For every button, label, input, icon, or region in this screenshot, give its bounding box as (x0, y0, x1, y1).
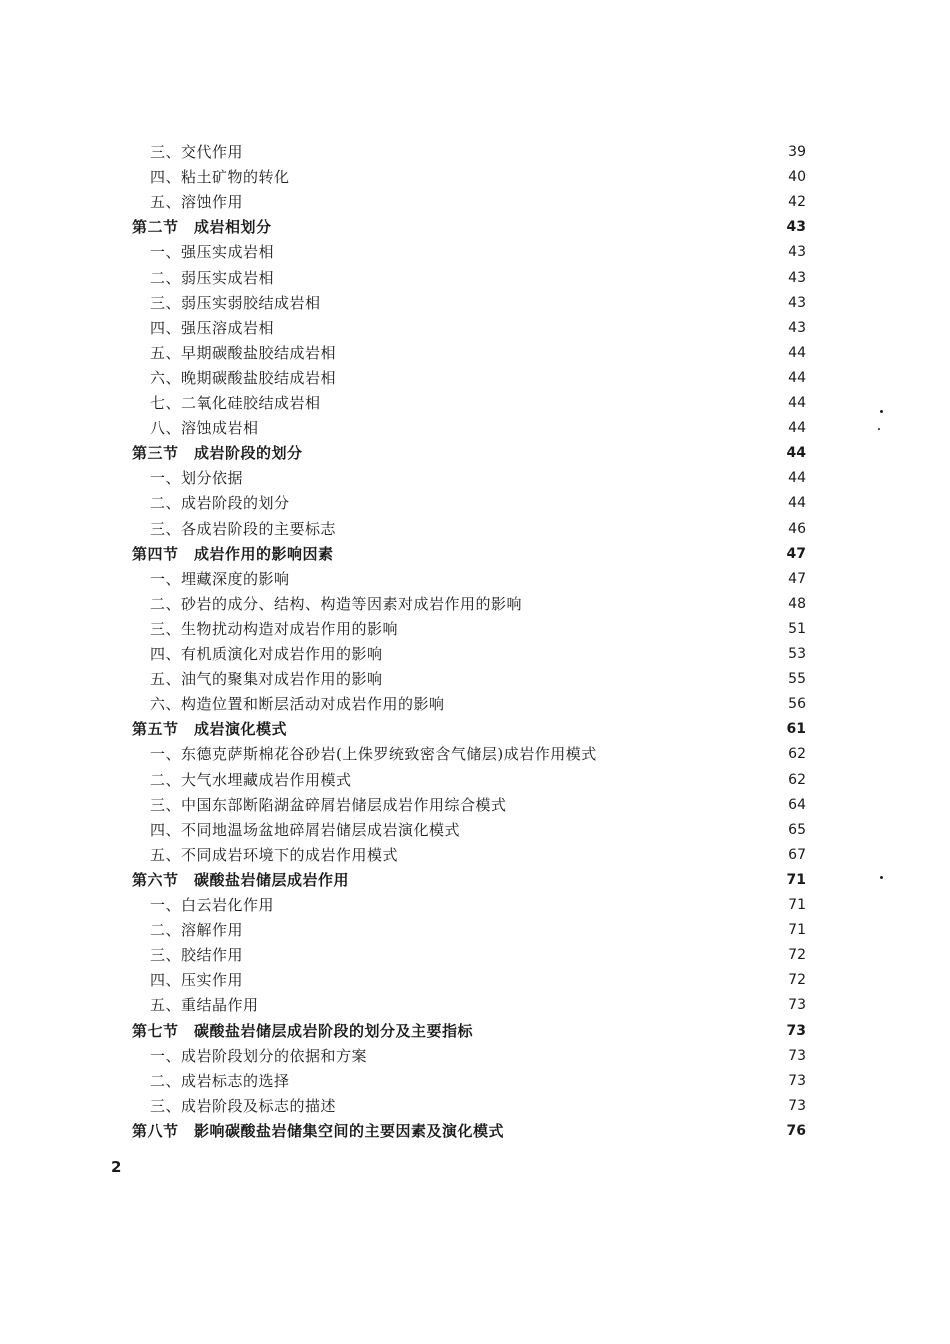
toc-entry-page: 44 (788, 420, 806, 436)
dot-leader (344, 542, 776, 567)
toc-entry-page: 44 (788, 395, 806, 411)
toc-entry-title: 五、油气的聚集对成岩作用的影响 (150, 670, 383, 688)
dot-leader (253, 140, 776, 165)
toc-entry-title: 一、东德克萨斯棉花谷砂岩(上侏罗统致密含气储层)成岩作用模式 (150, 745, 597, 763)
toc-entry-page: 53 (788, 646, 806, 662)
toc-entry-page: 47 (786, 546, 806, 562)
toc-entry[interactable] (150, 517, 806, 542)
toc-entry-page: 65 (788, 822, 806, 838)
dot-leader (269, 993, 776, 1018)
dot-leader (483, 1019, 776, 1044)
dot-leader (346, 1094, 776, 1119)
toc-entry-page: 43 (788, 270, 806, 286)
toc-entry[interactable] (150, 190, 806, 215)
dot-leader (470, 818, 776, 843)
toc-section-entry[interactable] (132, 717, 806, 742)
toc-entry-title: 第四节 成岩作用的影响因素 (132, 545, 334, 563)
toc-entry[interactable] (150, 843, 806, 868)
toc-entry-page: 73 (788, 1098, 806, 1114)
dot-leader (300, 1069, 776, 1094)
toc-entry-page: 73 (788, 997, 806, 1013)
toc-entry[interactable] (150, 316, 806, 341)
toc-section-entry[interactable] (132, 542, 806, 567)
scan-speck (880, 410, 883, 413)
toc-entry-title: 三、生物扰动构造对成岩作用的影响 (150, 620, 399, 638)
toc-entry-page: 43 (788, 320, 806, 336)
toc-entry[interactable] (150, 1094, 806, 1119)
dot-leader (284, 893, 776, 918)
toc-entry-page: 71 (788, 922, 806, 938)
toc-entry-page: 72 (788, 947, 806, 963)
toc-entry-title: 三、各成岩阶段的主要标志 (150, 520, 337, 538)
toc-entry[interactable] (150, 768, 806, 793)
toc-entry-page: 51 (788, 621, 806, 637)
toc-entry-page: 73 (788, 1048, 806, 1064)
toc-entry[interactable] (150, 742, 806, 767)
toc-entry-title: 八、溶蚀成岩相 (150, 419, 259, 437)
toc-entry-title: 第七节 碳酸盐岩储层成岩阶段的划分及主要指标 (132, 1022, 474, 1040)
toc-entry[interactable] (150, 416, 806, 441)
toc-entry-title: 三、弱压实弱胶结成岩相 (150, 294, 321, 312)
toc-entry-title: 六、晚期碳酸盐胶结成岩相 (150, 369, 337, 387)
dot-leader (269, 416, 776, 441)
toc-entry-page: 61 (786, 721, 806, 737)
dot-leader (532, 592, 776, 617)
dot-leader (253, 943, 776, 968)
dot-leader (284, 240, 776, 265)
toc-entry-page: 73 (788, 1073, 806, 1089)
dot-leader (607, 742, 776, 767)
toc-entry-title: 六、构造位置和断层活动对成岩作用的影响 (150, 695, 445, 713)
toc-entry-title: 二、成岩标志的选择 (150, 1072, 290, 1090)
toc-entry-title: 第五节 成岩演化模式 (132, 720, 288, 738)
toc-entry-page: 48 (788, 596, 806, 612)
toc-entry-page: 67 (788, 847, 806, 863)
toc-entry-title: 第三节 成岩阶段的划分 (132, 444, 303, 462)
dot-leader (359, 868, 776, 893)
toc-entry-page: 47 (788, 571, 806, 587)
toc-entry-title: 五、重结晶作用 (150, 996, 259, 1014)
toc-entry-title: 四、有机质演化对成岩作用的影响 (150, 645, 383, 663)
toc-entry-page: 44 (786, 445, 806, 461)
toc-entry[interactable] (150, 466, 806, 491)
dot-leader (253, 190, 776, 215)
toc-entry[interactable] (150, 341, 806, 366)
toc-entry-page: 43 (786, 219, 806, 235)
toc-entry-title: 第八节 影响碳酸盐岩储集空间的主要因素及演化模式 (132, 1122, 505, 1140)
toc-entry-page: 62 (788, 746, 806, 762)
toc-entry-page: 72 (788, 972, 806, 988)
dot-leader (253, 968, 776, 993)
toc-entry-title: 五、不同成岩环境下的成岩作用模式 (150, 846, 399, 864)
dot-leader (282, 215, 776, 240)
toc-entry-page: 44 (788, 345, 806, 361)
toc-section-entry[interactable] (132, 868, 806, 893)
toc-entry-page: 43 (788, 244, 806, 260)
toc-entry-page: 55 (788, 671, 806, 687)
toc-entry-title: 二、溶解作用 (150, 921, 244, 939)
toc-entry-title: 一、成岩阶段划分的依据和方案 (150, 1047, 368, 1065)
toc-entry-page: 71 (786, 872, 806, 888)
toc-entry-title: 三、中国东部断陷湖盆碎屑岩储层成岩作用综合模式 (150, 796, 507, 814)
toc-entry-title: 四、强压溶成岩相 (150, 319, 275, 337)
toc-entry-page: 40 (788, 169, 806, 185)
toc-entry-title: 一、强压实成岩相 (150, 243, 275, 261)
toc-entry-title: 四、压实作用 (150, 971, 244, 989)
dot-leader (393, 667, 776, 692)
dot-leader (284, 316, 776, 341)
toc-entry-page: 73 (786, 1023, 806, 1039)
toc-entry-title: 二、成岩阶段的划分 (150, 494, 290, 512)
dot-leader (297, 717, 776, 742)
dot-leader (408, 617, 776, 642)
toc-entry-title: 五、早期碳酸盐胶结成岩相 (150, 344, 337, 362)
dot-leader (253, 466, 776, 491)
toc-entry[interactable] (150, 592, 806, 617)
toc-entry-page: 71 (788, 897, 806, 913)
toc-entry[interactable] (150, 818, 806, 843)
toc-entry[interactable] (150, 391, 806, 416)
scan-speck (880, 876, 883, 879)
toc-entry-page: 62 (788, 772, 806, 788)
toc-entry-page: 44 (788, 370, 806, 386)
dot-leader (313, 441, 776, 466)
toc-entry-title: 第六节 碳酸盐岩储层成岩作用 (132, 871, 350, 889)
toc-entry-page: 64 (788, 797, 806, 813)
dot-leader (300, 567, 776, 592)
toc-entry-title: 一、白云岩化作用 (150, 896, 275, 914)
toc-entry[interactable] (150, 140, 806, 165)
toc-entry[interactable] (150, 291, 806, 316)
toc-entry-title: 七、二氧化硅胶结成岩相 (150, 394, 321, 412)
toc-entry[interactable] (150, 240, 806, 265)
toc-entry[interactable] (150, 692, 806, 717)
toc-entry-title: 三、胶结作用 (150, 946, 244, 964)
toc-entry-page: 76 (786, 1123, 806, 1139)
toc-entry[interactable] (150, 1044, 806, 1069)
dot-leader (455, 692, 776, 717)
toc-entry-page: 44 (788, 495, 806, 511)
dot-leader (300, 165, 776, 190)
toc-entry-title: 二、大气水埋藏成岩作用模式 (150, 771, 352, 789)
dot-leader (331, 291, 776, 316)
toc-entry-title: 一、划分依据 (150, 469, 244, 487)
scan-speck (878, 428, 880, 430)
toc-entry[interactable] (150, 1069, 806, 1094)
toc-entry-title: 三、成岩阶段及标志的描述 (150, 1097, 337, 1115)
toc-entry[interactable] (150, 491, 806, 516)
toc-entry[interactable] (150, 165, 806, 190)
dot-leader (362, 768, 776, 793)
dot-leader (517, 793, 776, 818)
toc-entry-title: 三、交代作用 (150, 143, 244, 161)
dot-leader (300, 491, 776, 516)
toc-entry[interactable] (150, 793, 806, 818)
toc-section-entry[interactable] (132, 1119, 806, 1144)
dot-leader (393, 642, 776, 667)
dot-leader (253, 918, 776, 943)
toc-entry[interactable] (150, 366, 806, 391)
toc-section-entry[interactable] (132, 441, 806, 466)
toc-entry[interactable] (150, 943, 806, 968)
toc-entry[interactable] (150, 968, 806, 993)
toc-entry-title: 五、溶蚀作用 (150, 193, 244, 211)
toc-section-entry[interactable] (132, 1019, 806, 1044)
toc-entry-title: 四、粘土矿物的转化 (150, 168, 290, 186)
toc-entry-page: 42 (788, 194, 806, 210)
toc-entry-page: 39 (788, 144, 806, 160)
toc-entry[interactable] (150, 567, 806, 592)
dot-leader (408, 843, 776, 868)
toc-entry[interactable] (150, 266, 806, 291)
toc-entry-title: 二、弱压实成岩相 (150, 269, 275, 287)
dot-leader (346, 517, 776, 542)
toc-entry[interactable] (150, 893, 806, 918)
dot-leader (514, 1119, 776, 1144)
toc-entry-page: 44 (788, 470, 806, 486)
toc-entry[interactable] (150, 642, 806, 667)
toc-section-entry[interactable] (132, 215, 806, 240)
dot-leader (346, 341, 776, 366)
toc-entry[interactable] (150, 617, 806, 642)
toc-entry-page: 46 (788, 521, 806, 537)
toc-entry-page: 56 (788, 696, 806, 712)
dot-leader (346, 366, 776, 391)
toc-entry[interactable] (150, 918, 806, 943)
toc-entry-title: 一、埋藏深度的影响 (150, 570, 290, 588)
toc-entry-title: 第二节 成岩相划分 (132, 218, 272, 236)
toc-entry[interactable] (150, 667, 806, 692)
toc-entry[interactable] (150, 993, 806, 1018)
toc-entry-title: 四、不同地温场盆地碎屑岩储层成岩演化模式 (150, 821, 461, 839)
dot-leader (331, 391, 776, 416)
dot-leader (284, 266, 776, 291)
toc-entry-page: 43 (788, 295, 806, 311)
toc-entry-title: 二、砂岩的成分、结构、构造等因素对成岩作用的影响 (150, 595, 523, 613)
page-number: 2 (111, 1158, 122, 1176)
dot-leader (377, 1044, 776, 1069)
